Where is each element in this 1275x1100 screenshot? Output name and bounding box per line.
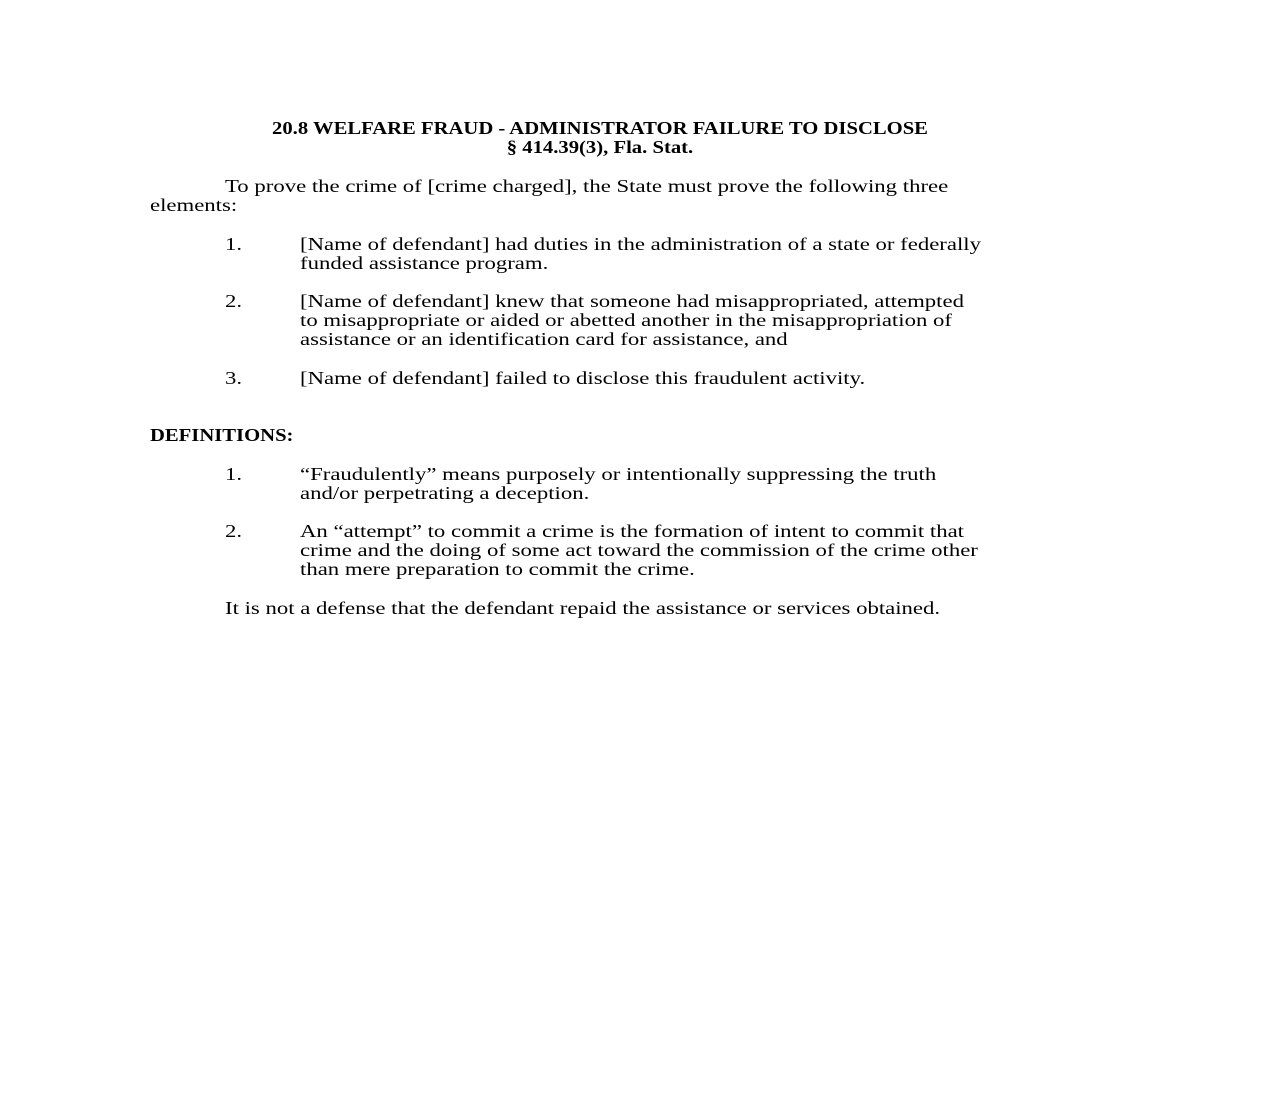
definition-number: 1. (225, 464, 243, 484)
definition-text: An “attempt” to commit a crime is the formation of intent to commit that (300, 521, 965, 541)
definition-number: 2. (225, 521, 243, 541)
element-text: assistance or an identification card for assistance, and (300, 329, 788, 349)
intro-line-2: elements: (150, 195, 238, 215)
title-line-1: 20.8 WELFARE FRAUD - ADMINISTRATOR FAILURE TO DISCLOSE (272, 118, 928, 138)
closing-statement: It is not a defense that the defendant repaid the assistance or services obtained. (225, 598, 941, 618)
element-text: funded assistance program. (300, 253, 549, 273)
definition-text: “Fraudulently” means purposely or intentionally suppressing the truth (300, 464, 937, 484)
element-text: [Name of defendant] failed to disclose this fraudulent activity. (300, 368, 866, 388)
definition-text: crime and the doing of some act toward the commission of the crime other (300, 540, 978, 560)
element-number: 1. (225, 234, 243, 254)
definition-text: than mere preparation to commit the crime. (300, 559, 695, 579)
definition-text: and/or perpetrating a deception. (300, 483, 590, 503)
intro-line-1: To prove the crime of [crime charged], the State must prove the following three (225, 176, 949, 196)
element-text: to misappropriate or aided or abetted another in the misappropriation of (300, 310, 952, 330)
element-text: [Name of defendant] had duties in the administration of a state or federally (300, 234, 981, 254)
title-statute: § 414.39(3), Fla. Stat. (506, 137, 694, 157)
element-number: 3. (225, 368, 243, 388)
element-number: 2. (225, 291, 243, 311)
definitions-heading: DEFINITIONS: (150, 425, 294, 445)
element-text: [Name of defendant] knew that someone had misappropriated, attempted (300, 291, 964, 311)
